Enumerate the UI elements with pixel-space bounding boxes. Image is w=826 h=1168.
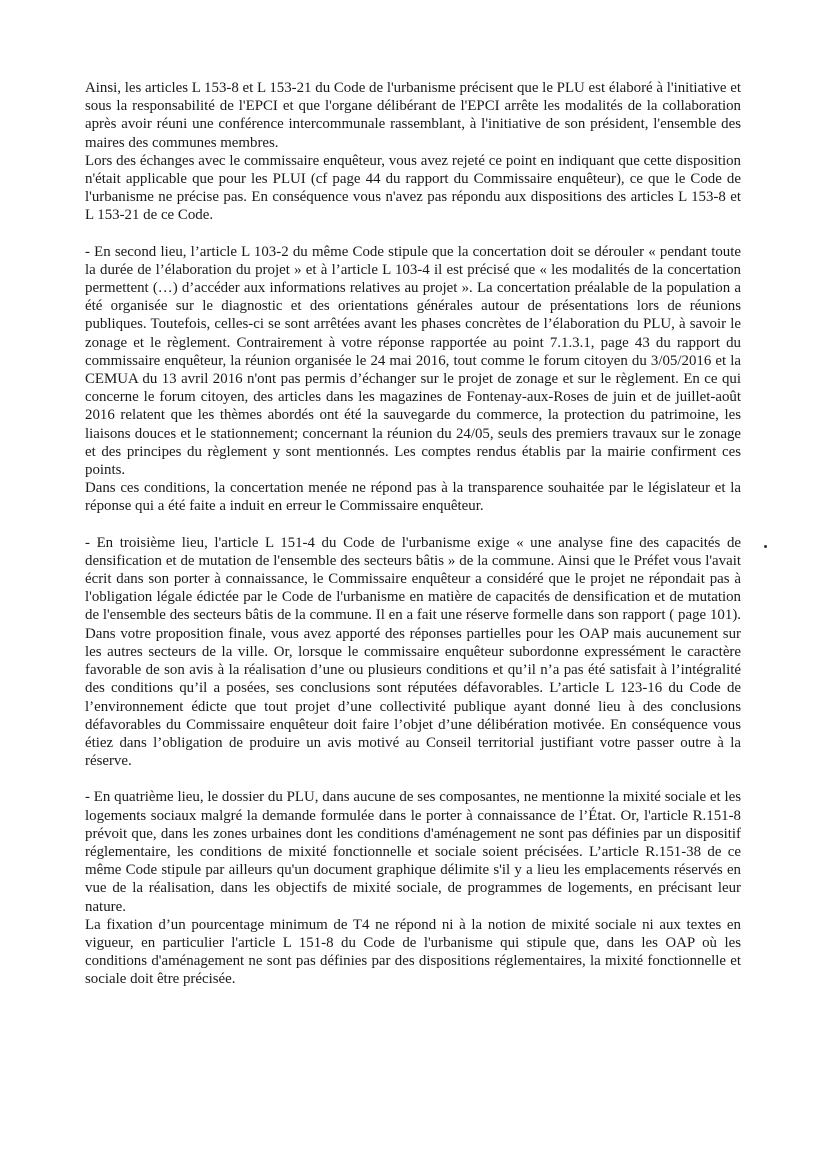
paragraph-concertation-conclusion: Dans ces conditions, la concertation menée ne répond pas à la transparence souhaitée par le législateur et la réponse qui a été faite a induit en erreur le Commissaire enquêteur. — [85, 480, 741, 515]
paragraph-spacer — [85, 770, 741, 788]
paragraph-third-point-densification: - En troisième lieu, l'article L 151-4 du Code de l'urbanisme exige « une analyse fine des capacités de densification et de mutation de l'ensemble des secteurs bâtis » de la commune. Ainsi que le Préfet vous l'avait écrit dans son porter à connaissance, le Commissaire enquêteur a considéré que le projet ne répondait pas à l'obligation légale édictée par le Code de l'urbanisme en matière de capacités de densification et de mutation de l'ensemble des secteurs bâtis de la commune. Il en a fait une réserve formelle dans son rapport ( page 101). Dans votre proposition finale, vous avez apporté des réponses partielles pour les OAP mais aucunement sur les autres secteurs de la ville. Or, lorsque le commissaire enquêteur subordonne expressément le caractère favorable de son avis à la réalisation d’une ou plusieurs conditions et qu’il n’a pas été satisfait à l’intégralité des conditions qu’il a posées, ses conclusions sont réputées défavorables. L’article L 123-16 du Code de l’environnement édicte que tout projet d’une collectivité publique ayant donné lieu à des conclusions défavorables du Commissaire enquêteur doit faire l’objet d’une délibération motivée. En conséquence vous étiez dans l’obligation de produire un avis motivé au Conseil territorial justifiant votre passer outre à la réserve. — [85, 534, 741, 770]
paragraph-t4-percentage: La fixation d’un pourcentage minimum de T4 ne répond ni à la notion de mixité sociale ni aux textes en vigueur, en particulier l'article L 151-8 du Code de l'urbanisme qui stipule que, dans les OAP où les conditions d'aménagement ne sont pas définies par des dispositions réglementaires, la mixité fonctionnelle et sociale doit être précisée. — [85, 916, 741, 988]
paragraph-spacer — [85, 516, 741, 534]
paragraph-spacer — [85, 225, 741, 243]
scan-speck — [764, 545, 767, 548]
paragraph-commissaire-exchange: Lors des échanges avec le commissaire enquêteur, vous avez rejeté ce point en indiquant que cette disposition n'était applicable que pour les PLUI (cf page 44 du rapport du Commissaire enquêteur), ce que le Code de l'urbanisme ne précise pas. En conséquence vous n'avez pas répondu aux dispositions des articles L 153-8 et L 153-21 de ce Code. — [85, 152, 741, 224]
paragraph-second-point-concertation: - En second lieu, l’article L 103-2 du même Code stipule que la concertation doit se dérouler « pendant toute la durée de l’élaboration du projet » et à l’article L 103-4 il est précisé que « les modalités de la concertation permettent (…) d’accéder aux informations relatives au projet ». La concertation préalable de la population a été organisée sur le diagnostic et des orientations générales autour de présentations lors de réunions publiques. Toutefois, celles-ci se sont arrêtées avant les phases concrètes de l’élaboration du PLU, à savoir le zonage et le règlement. Contrairement à votre réponse rapportée au point 7.1.3.1, page 43 du rapport du commissaire enquêteur, la réunion organisée le 24 mai 2016, tout comme le forum citoyen du 3/05/2016 et la CEMUA du 13 avril 2016 n'ont pas permis d’échanger sur le projet de zonage et sur le règlement. En ce qui concerne le forum citoyen, des articles dans les magazines de Fontenay-aux-Roses de juin et de juillet-août 2016 relatent que les thèmes abordés ont été la sauvegarde du commerce, la protection du patrimoine, les liaisons douces et le stationnement; concernant la réunion du 24/05, seuls des premiers travaux sur le zonage et des principes du règlement y sont mentionnés. Les comptes rendus établis par la mairie confirment ces points. — [85, 243, 741, 479]
paragraph-epci-articles: Ainsi, les articles L 153-8 et L 153-21 du Code de l'urbanisme précisent que le PLU est élaboré à l'initiative et sous la responsabilité de l'EPCI et que l'organe délibérant de l'EPCI arrête les modalités de la collaboration après avoir réuni une conférence intercommunale rassemblant, à l'initiative de son président, l'ensemble des maires des communes membres. — [85, 80, 741, 151]
paragraph-fourth-point-mixite: - En quatrième lieu, le dossier du PLU, dans aucune de ses composantes, ne mentionne la mixité sociale et les logements sociaux malgré la demande formulée dans le porter à connaissance de l’État. Or, l'article R.151-8 prévoit que, dans les zones urbaines dont les conditions d'aménagement ne sont pas définies par un dispositif réglementaire, les conditions de mixité fonctionnelle et sociale soient précisées. L’article R.151-38 de ce même Code stipule par ailleurs qu'un document graphique délimite s'il y a lieu les emplacements réservés en vue de la réalisation, dans les objectifs de mixité sociale, de programmes de logements, en précisant leur nature. — [85, 789, 741, 915]
document-page — [85, 79, 741, 989]
